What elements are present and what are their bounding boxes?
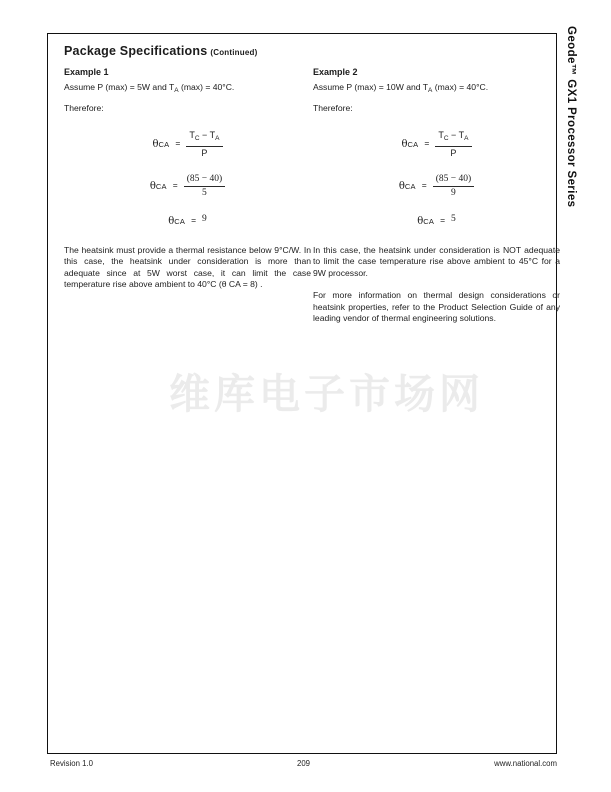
fraction (433, 174, 474, 200)
numerator-subscript: C (194, 135, 200, 142)
footer-page-number: 209 (296, 759, 310, 768)
fraction-numerator (186, 130, 222, 147)
numerator-subscript: A (215, 135, 220, 142)
theta-symbol: θ (149, 180, 156, 192)
equals-sign: = (424, 137, 430, 148)
numerator-subscript: A (464, 135, 469, 142)
equals-sign: = (172, 179, 178, 190)
paragraph: For more information on thermal design considerations or heatsink properties, refer to the Product Selection Guide of any leading vendor of thermal engineering solutions. (313, 290, 560, 323)
numerator-term: T (458, 130, 465, 140)
formula-numeric (313, 169, 560, 205)
numerator-subscript: C (443, 135, 449, 142)
page-title-text: Package Specifications (64, 44, 208, 58)
assumption-subscript: A (428, 86, 433, 94)
theta-subscript: CA (158, 139, 170, 149)
result-value: 5 (451, 213, 456, 224)
equals-sign: = (421, 179, 427, 190)
example-1-formulas (64, 127, 311, 233)
fraction (435, 130, 471, 159)
fraction-denominator: P (201, 147, 208, 158)
assumption-text: Assume P (max) = 5W and T (64, 81, 175, 92)
example-1-assumption (64, 82, 311, 97)
footer-revision: Revision 1.0 (50, 759, 93, 768)
theta-symbol: θ (398, 180, 405, 192)
numerator-term: T (189, 130, 195, 140)
assumption-subscript: A (174, 86, 179, 94)
theta-subscript: CA (407, 139, 419, 149)
result-value: 9 (202, 213, 207, 224)
fraction (186, 130, 222, 159)
example-2-heading: Example 2 (313, 67, 358, 77)
page-title-continued: (Continued) (210, 48, 258, 57)
sidebar-series-title: Geode™ GX1 Processor Series (565, 26, 577, 208)
example-2-assumption (313, 82, 560, 97)
example-1-therefore-label: Therefore: (64, 103, 104, 113)
example-1-heading: Example 1 (64, 67, 109, 77)
theta-subscript: CA (155, 181, 167, 191)
fraction-numerator (435, 130, 471, 147)
theta-symbol: θ (152, 138, 159, 150)
example-1-column (64, 67, 311, 302)
example-1-body (64, 245, 311, 291)
formula-symbolic (64, 127, 311, 163)
formula-result (313, 211, 560, 233)
example-2-column (313, 67, 560, 336)
theta-subscript: CA (423, 216, 435, 226)
numerator-term: T (209, 130, 216, 140)
fraction (184, 174, 225, 200)
formula-result (64, 211, 311, 233)
assumption-text-end: (max) = 40°C. (432, 81, 489, 92)
content-border-box (47, 33, 560, 754)
formula-symbolic (313, 127, 560, 163)
fraction-denominator: 5 (202, 188, 207, 198)
page-title (64, 44, 257, 58)
page-footer (47, 759, 557, 768)
theta-subscript: CA (404, 181, 416, 191)
footer-website: www.national.com (494, 759, 557, 768)
equals-sign: = (175, 137, 181, 148)
formula-numeric (64, 169, 311, 205)
theta-symbol: θ (168, 215, 175, 227)
fraction-denominator: 9 (451, 188, 456, 198)
fraction-numerator: (85 − 40) (433, 174, 474, 188)
assumption-text-end: (max) = 40°C. (178, 81, 235, 92)
minus-sign: − (202, 130, 208, 140)
equals-sign: = (191, 214, 197, 225)
example-2-formulas (313, 127, 560, 233)
fraction-numerator: (85 − 40) (184, 174, 225, 188)
equals-sign: = (440, 214, 446, 225)
paragraph: The heatsink must provide a thermal resistance below 9°C/W. In this case, the heatsink under consideration is more than adequate since at 5W worst case, it can limit the case temperature rise above ambient to 40°C (θ CA = 8) . (64, 244, 311, 289)
assumption-text: Assume P (max) = 10W and T (313, 81, 429, 92)
theta-subscript: CA (174, 216, 186, 226)
example-2-body (313, 245, 560, 325)
numerator-term: T (438, 130, 444, 140)
paragraph: In this case, the heatsink under consideration is NOT adequate to limit the case temperature rise above ambient to 45°C for a 9W processor. (313, 244, 560, 278)
fraction-denominator: P (450, 147, 457, 158)
theta-symbol: θ (417, 215, 424, 227)
theta-symbol: θ (401, 138, 408, 150)
watermark-text: 维库电子市场网 (169, 371, 484, 417)
example-2-therefore-label: Therefore: (313, 103, 353, 113)
minus-sign: − (451, 130, 457, 140)
